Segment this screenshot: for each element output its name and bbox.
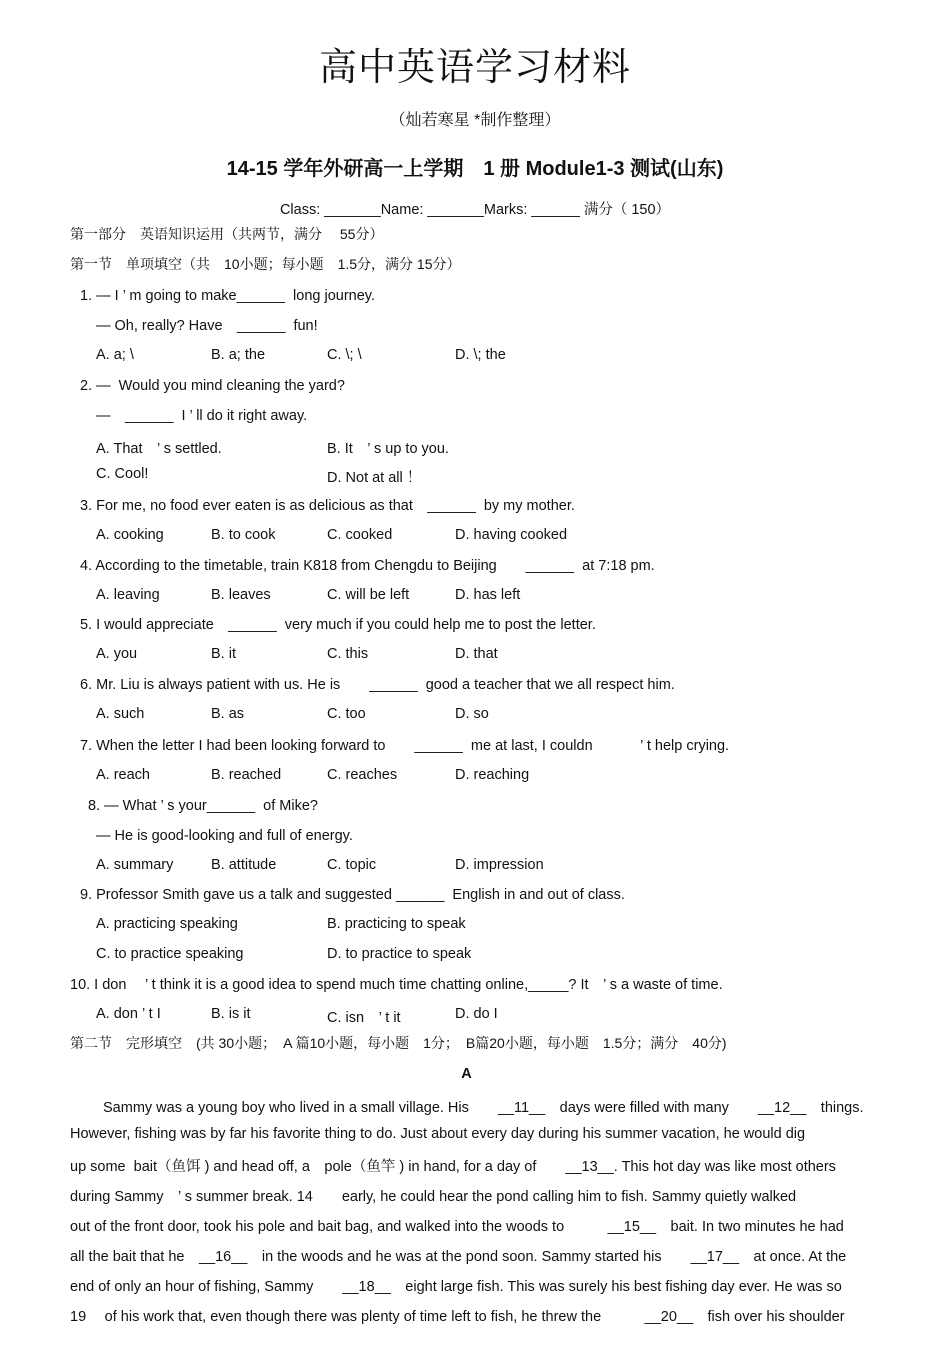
question-1-option-c: C. \; \ [327,347,362,363]
question-7-option-b: B. reached [211,767,282,783]
passage-line-8: 19 of his work that, even though there was plenty of time left to fish, he threw the __20__ fish over his shoulder [70,1309,845,1325]
question-10-option-a: A. don ’ t I [96,1006,161,1022]
question-2-option-b: B. It ’ s up to you. [327,441,449,457]
question-3-option-a: A. cooking [96,527,164,543]
question-7-line-1: 7. When the letter I had been looking forward to ______ me at last, I couldn ’ t help crying. [80,738,730,754]
question-4-option-a: A. leaving [96,587,160,603]
question-8-option-b: B. attitude [211,857,277,873]
question-6-line-1: 6. Mr. Liu is always patient with us. He is ______ good a teacher that we all respect him. [80,677,675,693]
question-5-option-d: D. that [455,646,498,662]
page-title: 高中英语学习材料 [318,45,631,89]
question-2-line-2: — ______ I ’ ll do it right away. [96,408,308,424]
passage-line-4: during Sammy ’ s summer break. 14 early, he could hear the pond calling him to fish. Sammy quietly walked [70,1189,797,1205]
test-title: 14-15 学年外研高一上学期 1 册 Module1-3 测试(山东) [226,158,724,180]
student-info-line: Class: _______Name: _______Marks: ______ 满分（ 150） [279,202,671,218]
question-1-line-1: 1. — I ’ m going to make______ long journey. [80,288,376,304]
passage-line-7: end of only an hour of fishing, Sammy __18__ eight large fish. This was surely his best fishing day ever. He was so [70,1279,842,1295]
question-3-line-1: 3. For me, no food ever eaten is as delicious as that ______ by my mother. [80,498,575,514]
question-3-option-d: D. having cooked [455,527,568,543]
question-1-option-a: A. a; \ [96,347,134,363]
question-6-option-a: A. such [96,706,145,722]
question-2-option-a: A. That ’ s settled. [96,441,222,457]
question-6-option-b: B. as [211,706,245,722]
question-10-option-b: B. is it [211,1006,251,1022]
question-4-option-b: B. leaves [211,587,271,603]
question-7-option-d: D. reaching [455,767,530,783]
question-4-line-1: 4. According to the timetable, train K818 from Chengdu to Beijing ______ at 7:18 pm. [80,558,655,574]
question-5-line-1: 5. I would appreciate ______ very much if you could help me to post the letter. [80,617,596,633]
question-4-option-c: C. will be left [327,587,410,603]
question-1-line-2: — Oh, really? Have ______ fun! [96,318,318,334]
question-8-option-a: A. summary [96,857,174,873]
passage-line-1: Sammy was a young boy who lived in a small village. His __11__ days were filled with many __12__ things. [103,1100,864,1116]
question-5-option-a: A. you [96,646,138,662]
question-1-option-b: B. a; the [211,347,266,363]
question-8-option-d: D. impression [455,857,544,873]
question-9-option-a: A. practicing speaking [96,916,238,932]
question-10-option-c: C. isn ’ t it [327,1010,401,1026]
question-3-option-b: B. to cook [211,527,276,543]
passage-label: A [461,1066,472,1082]
question-5-option-b: B. it [211,646,236,662]
question-6-option-c: C. too [327,706,366,722]
question-9-option-c: C. to practice speaking [96,946,244,962]
passage-line-5: out of the front door, took his pole and bait bag, and walked into the woods to __15__ bait. In two minutes he had [70,1219,844,1235]
question-9-line-1: 9. Professor Smith gave us a talk and suggested ______ English in and out of class. [80,887,625,903]
question-2-option-d: D. Not at all ！ [327,470,422,486]
question-9-option-d: D. to practice to speak [327,946,472,962]
question-2-option-c: C. Cool! [96,466,149,482]
question-2-line-1: 2. — Would you mind cleaning the yard? [80,378,345,394]
passage-line-3: up some bait（鱼饵 ) and head off, a pole（鱼竿 ) in hand, for a day of __13__. This hot day was like most others [70,1159,836,1175]
section1-heading: 第一节 单项填空（共 10小题；每小题 1.5分，满分 15分） [70,256,461,272]
section2-heading: 第二节 完形填空 (共 30小题； A 篇10小题，每小题 1分； B篇20小题，每小题 1.5分；满分 40分) [70,1035,727,1051]
question-1-option-d: D. \; the [455,347,506,363]
question-7-option-c: C. reaches [327,767,398,783]
question-4-option-d: D. has left [455,587,521,603]
passage-line-2: However, fishing was by far his favorite thing to do. Just about every day during his summer vacation, he would dig [70,1126,806,1142]
question-10-option-d: D. do I [455,1006,498,1022]
question-8-line-1: 8. — What ’ s your______ of Mike? [88,798,318,814]
passage-line-6: all the bait that he __16__ in the woods and he was at the pond soon. Sammy started his __17__ at once. At the [70,1249,847,1265]
question-9-option-b: B. practicing to speak [327,916,466,932]
question-3-option-c: C. cooked [327,527,393,543]
page-subtitle: （灿若寒星 *制作整理） [389,112,561,129]
question-8-option-c: C. topic [327,857,377,873]
question-8-line-2: — He is good-looking and full of energy. [96,828,353,844]
question-6-option-d: D. so [455,706,489,722]
part1-heading: 第一部分 英语知识运用（共两节，满分 55分） [70,226,384,242]
question-10-line-1: 10. I don ’ t think it is a good idea to spend much time chatting online,_____? It ’ s a waste of time. [70,977,723,993]
question-7-option-a: A. reach [96,767,150,783]
question-5-option-c: C. this [327,646,369,662]
